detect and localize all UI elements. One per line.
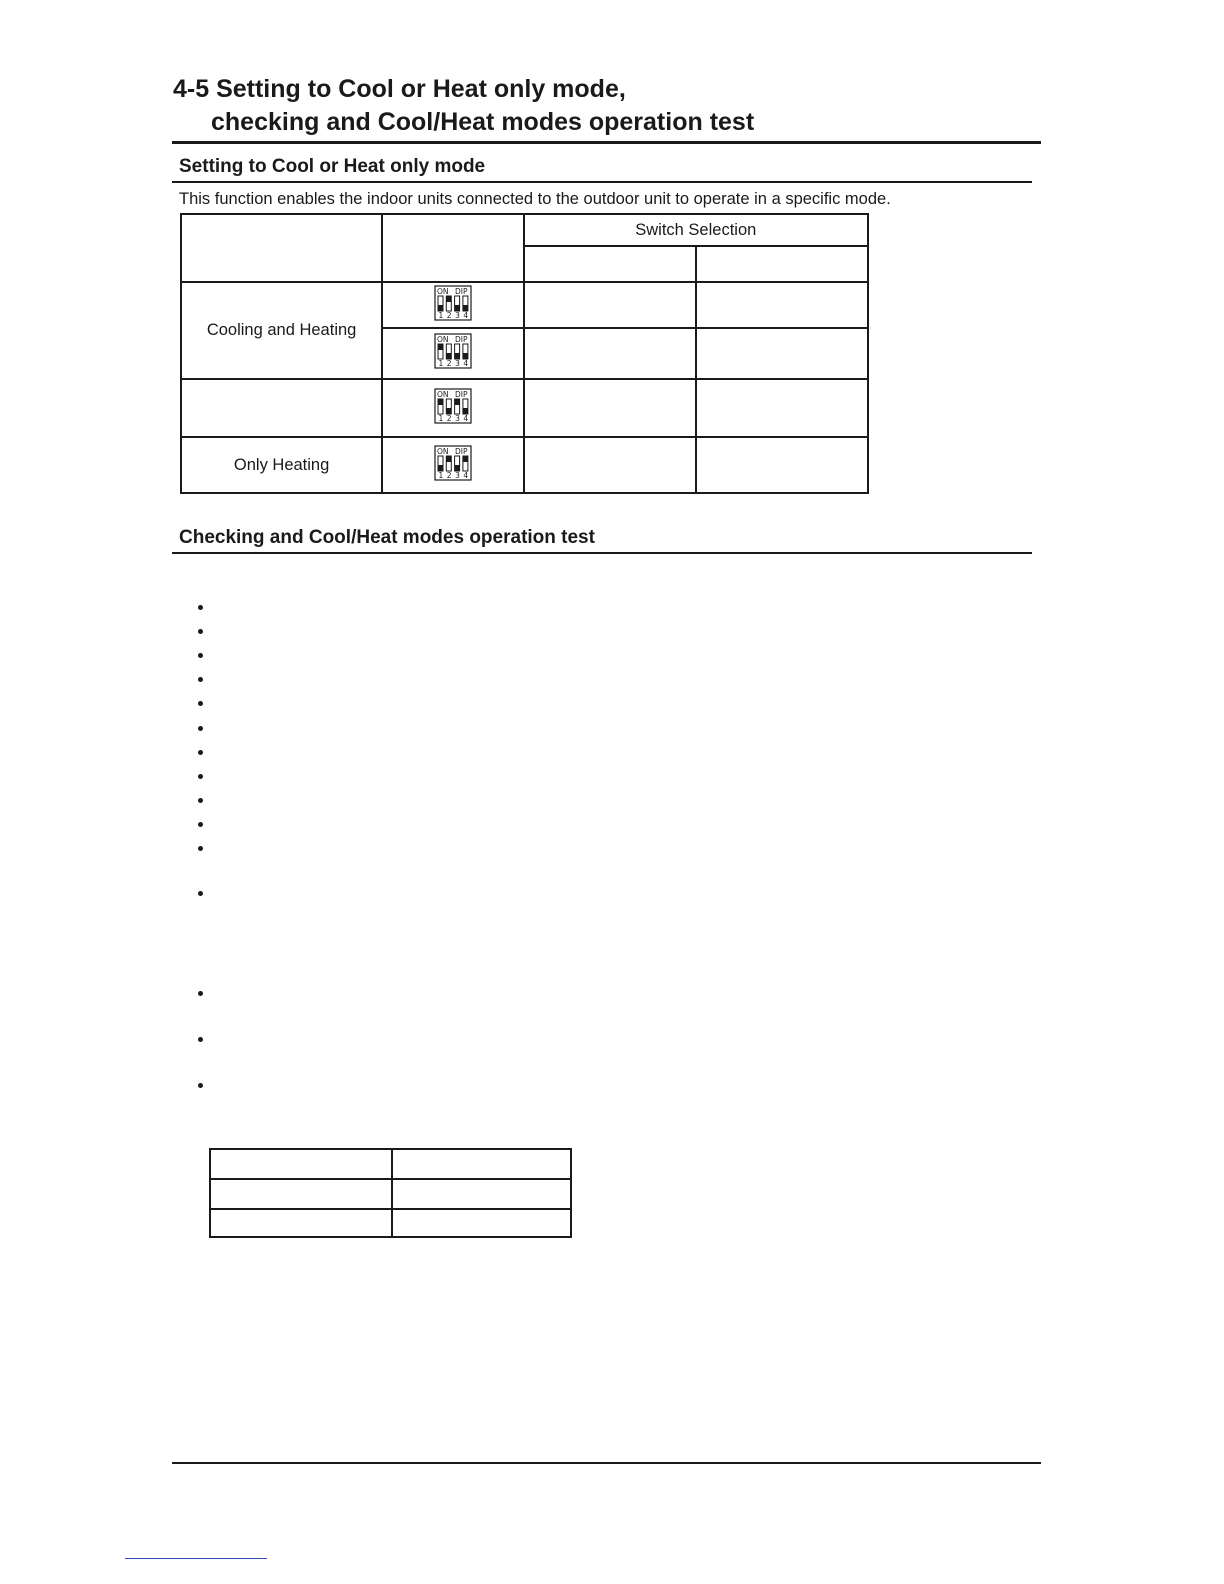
section-heading-mode-setting: Setting to Cool or Heat only mode — [179, 156, 486, 177]
small-table-cell — [210, 1179, 392, 1209]
list-bullet — [197, 749, 205, 757]
value-cell — [696, 282, 868, 328]
page-title-line-2: checking and Cool/Heat modes operation test — [211, 108, 755, 136]
small-table-cell — [392, 1209, 571, 1237]
list-bullet — [197, 628, 205, 636]
svg-text:1: 1 — [438, 310, 444, 320]
svg-text:1: 1 — [438, 470, 444, 480]
svg-text:3: 3 — [454, 310, 460, 320]
list-bullet — [197, 725, 205, 733]
switch-selection-table — [180, 213, 869, 494]
small-table-cell — [392, 1149, 571, 1179]
subheader-cell-1 — [524, 246, 696, 282]
value-cell — [696, 328, 868, 379]
footer-link-underline — [125, 1558, 267, 1559]
section-rule-2 — [172, 552, 1032, 554]
dip-switch-icon — [434, 333, 472, 374]
section-heading-operation-test: Checking and Cool/Heat modes operation test — [179, 527, 595, 548]
value-cell — [696, 437, 868, 493]
list-bullet — [197, 652, 205, 660]
title-rule — [172, 141, 1041, 144]
value-cell — [524, 379, 696, 437]
mode-cell-cooling-heating: Cooling and Heating — [181, 282, 382, 379]
svg-text:3: 3 — [454, 359, 460, 368]
list-bullet — [197, 676, 205, 684]
svg-text:1: 1 — [438, 413, 444, 423]
section-rule-1 — [172, 181, 1032, 183]
list-bullet — [197, 700, 205, 708]
list-bullet — [197, 797, 205, 805]
header-cell-blank-2 — [382, 214, 523, 282]
dip-cell — [382, 379, 523, 437]
list-bullet — [197, 990, 205, 998]
list-bullet — [197, 773, 205, 781]
subheader-cell-2 — [696, 246, 868, 282]
list-bullet — [197, 890, 205, 898]
svg-text:3: 3 — [454, 470, 460, 480]
svg-text:DIP: DIP — [454, 286, 468, 296]
value-cell — [696, 379, 868, 437]
svg-text:DIP: DIP — [454, 335, 468, 344]
svg-text:ON: ON — [436, 389, 449, 399]
list-bullet — [197, 604, 205, 612]
small-table-cell — [210, 1149, 392, 1179]
small-table — [209, 1148, 572, 1238]
list-bullet — [197, 1082, 205, 1090]
intro-text: This function enables the indoor units connected to the outdoor unit to operate in a specific mode. — [179, 190, 891, 208]
svg-text:2: 2 — [446, 310, 452, 320]
svg-text:2: 2 — [446, 470, 452, 480]
small-table-cell — [392, 1179, 571, 1209]
svg-text:ON: ON — [436, 286, 449, 296]
header-switch-selection: Switch Selection — [524, 214, 868, 246]
svg-text:3: 3 — [454, 413, 460, 423]
value-cell — [524, 437, 696, 493]
svg-text:4: 4 — [463, 413, 469, 423]
dip-switch-icon — [434, 445, 472, 486]
header-cell-blank-1 — [181, 214, 382, 282]
value-cell — [524, 282, 696, 328]
svg-text:ON: ON — [436, 446, 449, 456]
dip-cell — [382, 282, 523, 328]
value-cell — [524, 328, 696, 379]
page-title-line-1: 4-5 Setting to Cool or Heat only mode, — [173, 75, 626, 103]
svg-text:DIP: DIP — [454, 389, 468, 399]
list-bullet — [197, 1036, 205, 1044]
svg-text:4: 4 — [463, 310, 469, 320]
svg-text:2: 2 — [446, 359, 452, 368]
svg-text:ON: ON — [436, 335, 449, 344]
dip-switch-icon — [434, 285, 472, 326]
svg-text:4: 4 — [463, 470, 469, 480]
dip-switch-icon — [434, 388, 472, 429]
footer-rule — [172, 1462, 1041, 1464]
small-table-cell — [210, 1209, 392, 1237]
svg-text:2: 2 — [446, 413, 452, 423]
list-bullet — [197, 821, 205, 829]
svg-text:1: 1 — [438, 359, 444, 368]
mode-cell-blank — [181, 379, 382, 437]
svg-text:4: 4 — [463, 359, 469, 368]
dip-cell — [382, 328, 523, 379]
mode-cell-only-heating: Only Heating — [181, 437, 382, 493]
svg-text:DIP: DIP — [454, 446, 468, 456]
dip-cell — [382, 437, 523, 493]
list-bullet — [197, 845, 205, 853]
